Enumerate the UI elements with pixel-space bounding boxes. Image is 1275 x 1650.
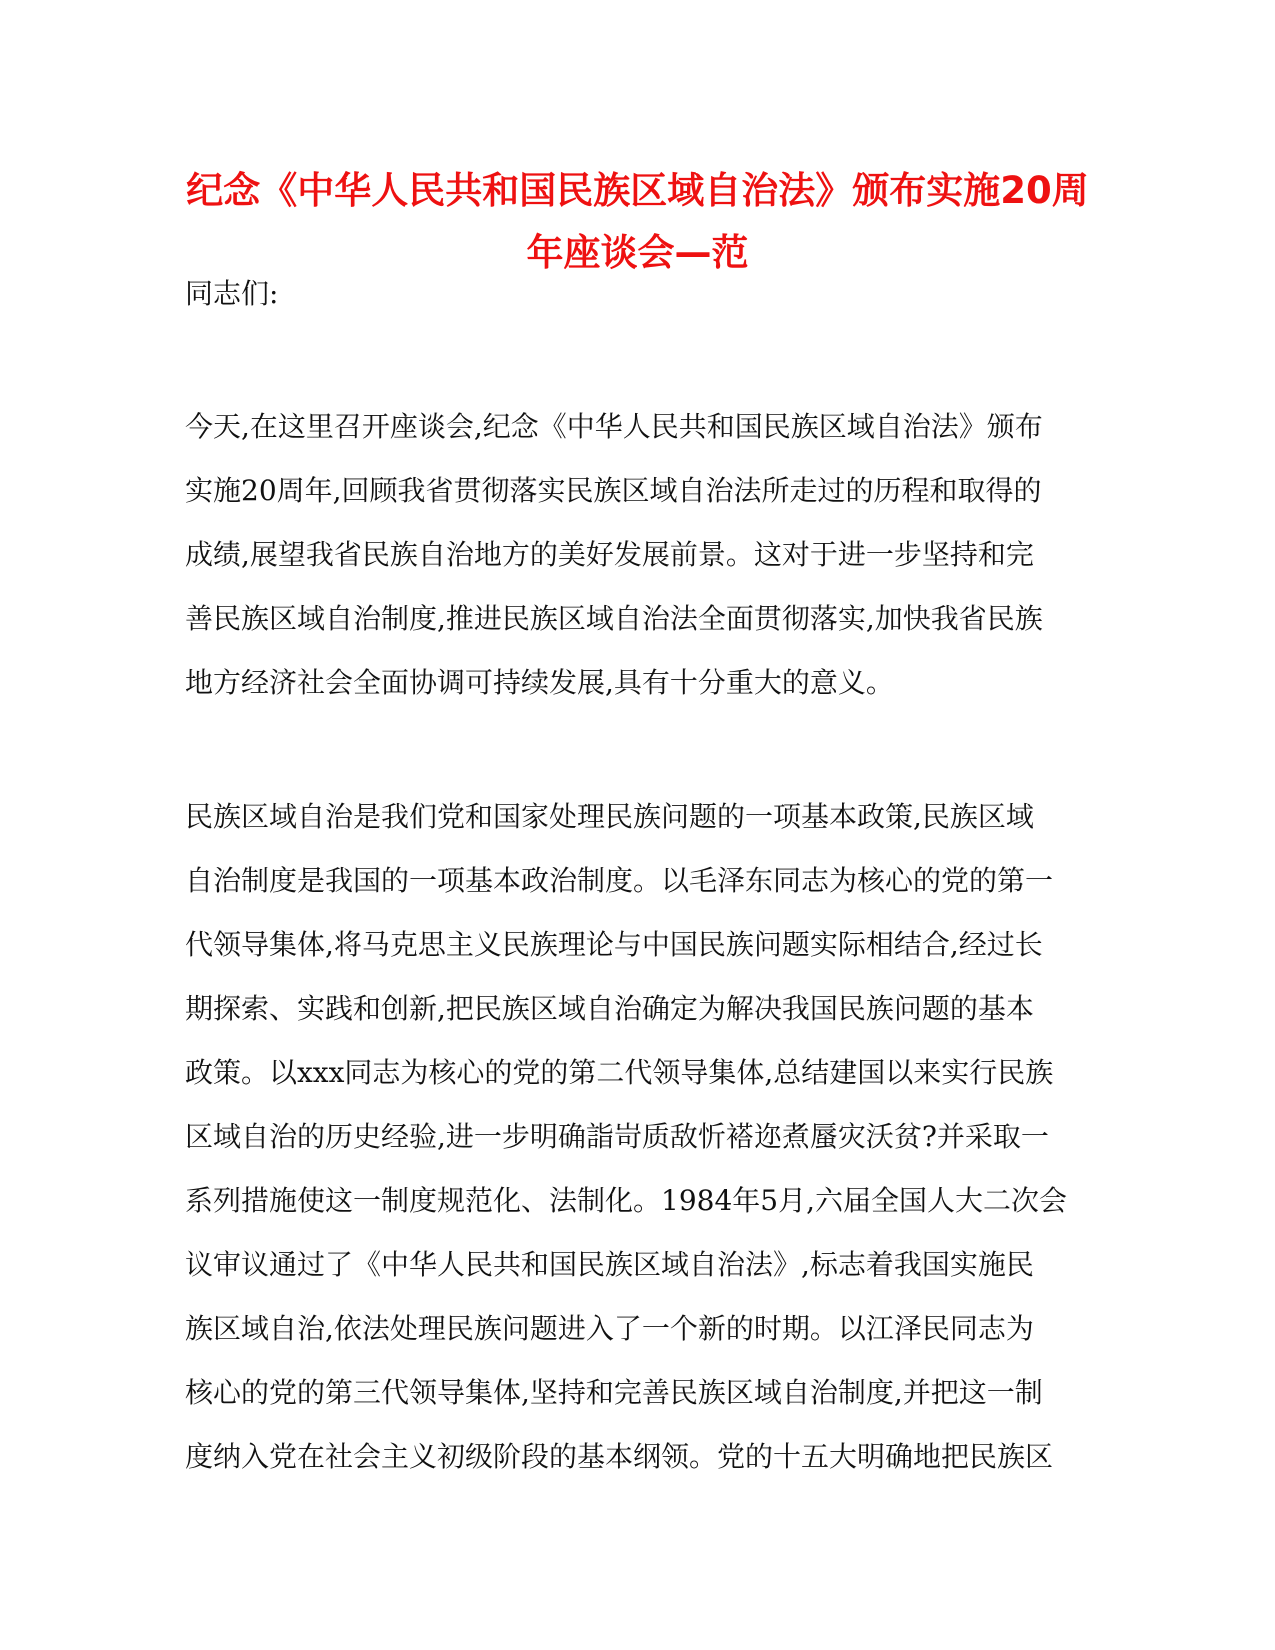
paragraph-line: 实施20周年,回顾我省贯彻落实民族区域自治法所走过的历程和取得的 xyxy=(185,474,1042,507)
paragraph-line: 自治制度是我国的一项基本政治制度。以毛泽东同志为核心的党的第一 xyxy=(185,864,1054,897)
paragraph-line: 系列措施使这一制度规范化、法制化。1984年5月,六届全国人大二次会 xyxy=(185,1184,1067,1217)
paragraph-line: 度纳入党在社会主义初级阶段的基本纲领。党的十五大明确地把民族区 xyxy=(185,1440,1054,1473)
greeting xyxy=(185,262,1095,326)
paragraph-2 xyxy=(185,785,1095,1489)
paragraph-line: 善民族区域自治制度,推进民族区域自治法全面贯彻落实,加快我省民族 xyxy=(185,602,1043,635)
paragraph-line: 成绩,展望我省民族自治地方的美好发展前景。这对于进一步坚持和完 xyxy=(185,538,1034,571)
paragraph-line: 族区域自治,依法处理民族问题进入了一个新的时期。以江泽民同志为 xyxy=(185,1312,1034,1345)
paragraph-line: 议审议通过了《中华人民共和国民族区域自治法》,标志着我国实施民 xyxy=(185,1248,1034,1281)
title-line: 年座谈会—范 xyxy=(526,231,749,274)
paragraph-line: 核心的党的第三代领导集体,坚持和完善民族区域自治制度,并把这一制 xyxy=(185,1376,1043,1409)
paragraph-line: 代领导集体,将马克思主义民族理论与中国民族问题实际相结合,经过长 xyxy=(185,928,1043,961)
paragraph-line: 今天,在这里召开座谈会,纪念《中华人民共和国民族区域自治法》颁布 xyxy=(185,410,1043,443)
paragraph-1 xyxy=(185,395,1095,715)
paragraph-line: 期探索、实践和创新,把民族区域自治确定为解决我国民族问题的基本 xyxy=(185,992,1034,1025)
title-line: 纪念《中华人民共和国民族区域自治法》颁布实施20周 xyxy=(186,169,1089,212)
paragraph-line: 区域自治的历史经验,进一步明确詣岢质敌忻褡迩煮蜃灾沃贫?并采取一 xyxy=(185,1120,1049,1153)
greeting-line: 同志们: xyxy=(185,277,279,310)
paragraph-line: 民族区域自治是我们党和国家处理民族问题的一项基本政策,民族区域 xyxy=(185,800,1034,833)
paragraph-line: 政策。以xxx同志为核心的党的第二代领导集体,总结建国以来实行民族 xyxy=(185,1056,1054,1089)
paragraph-line: 地方经济社会全面协调可持续发展,具有十分重大的意义。 xyxy=(185,666,894,699)
